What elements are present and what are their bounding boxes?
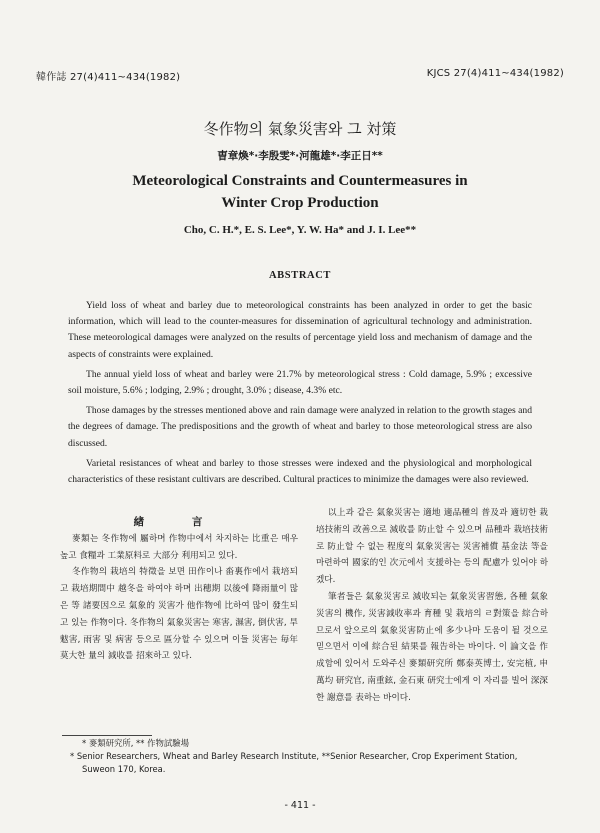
korean-title: 冬作物의 氣象災害와 그 対策 bbox=[203, 120, 397, 138]
footnote-korean: * 麥類研究所, ** 作物試驗場 bbox=[82, 738, 189, 748]
introduction-heading: 緖 言 bbox=[133, 516, 225, 528]
footnote-address: Suweon 170, Korea. bbox=[82, 764, 166, 774]
body-paragraph: 麥類는 冬作物에 屬하며 作物中에서 차지하는 比重은 매우 높고 食糧과 工業原料로 大部分 利用되고 있다. bbox=[60, 533, 298, 561]
left-column bbox=[60, 514, 298, 665]
abstract-paragraph: Yield loss of wheat and barley due to meteorological constraints has been analyzed in order to get the basic information, which will lead to the counter-measures for dissemination of agricultural technology and administration. These meteorological damages were analyzed on the results of percentage yield loss and mechanism of damage and the aspects of constraints were explained. bbox=[68, 300, 532, 360]
english-authors: Cho, C. H.*, E. S. Lee*, Y. W. Ha* and J. I. Lee** bbox=[183, 224, 417, 236]
body-paragraph: 以上과 같은 氣象災害는 適地 適品種의 普及과 適切한 栽培技術의 改善으로 減收를 防止할 수 있으며 品種과 栽培技術로 防止할 수 없는 程度의 氣象災害는 災害補償 基金法 等을 마련하여 國家的인 次元에서 支援하는 등의 配慮가 있어야 하겠다. bbox=[316, 508, 548, 586]
english-title-line2: Winter Crop Production bbox=[221, 195, 379, 211]
abstract-body bbox=[68, 298, 532, 492]
header-left: 韓作誌 27(4)411~434(1982) bbox=[36, 72, 181, 83]
right-column bbox=[316, 505, 548, 707]
abstract-heading: ABSTRACT bbox=[269, 270, 331, 281]
abstract-paragraph: Those damages by the stresses mentioned above and rain damage were analyzed in relation to the growth stages and the degrees of damage. The predispositions and the growth of wheat and barley to those meteorological stress are also discussed. bbox=[68, 405, 532, 449]
footnote-affiliation: * Senior Researchers, Wheat and Barley Research Institute, **Senior Researcher, Crop Experiment Station, bbox=[70, 751, 518, 761]
page-number: - 411 - bbox=[284, 800, 316, 811]
abstract-paragraph: Varietal resistances of wheat and barley to those stresses were indexed and the physiological and morphological characteristics of these resistant cultivars are described. Cultural practices to minimize the damages were also reviewed. bbox=[68, 457, 532, 486]
korean-authors: 曺章煥*·李殷雯*·河龍雄*·李正日** bbox=[217, 150, 383, 162]
running-header bbox=[36, 68, 564, 83]
english-title bbox=[0, 170, 600, 214]
header-right: KJCS 27(4)411~434(1982) bbox=[426, 68, 564, 79]
body-paragraph: 筆者들은 氣象災害로 減收되는 氣象災害習態, 各種 氣象災害의 機作, 災害減收率과 育種 및 栽培의 ㄹ對策을 綜合하므로서 앞으로의 氣象災害防止에 多少나마 도움이 될 것으로 믿으면서 이에 綜合된 結果를 報告하는 바이다. 이 論文을 作成함에 있어서 도와주신 麥類研究所 鄭泰英博士, 安完植, 申萬均 研究官, 南重鉉, 金石東 研究士에게 이 자리를 빌어 深深한 謝意를 表하는 바이다. bbox=[316, 591, 548, 703]
body-paragraph: 冬作物의 栽培의 特徵을 보면 田作이나 畓裏作에서 栽培되고 栽培期間中 越冬을 하여야 하며 出穗期 以後에 降雨量이 많은 等 諸要因으로 氣象的 災害가 他作物에 比하여 많이 發生되고 있는 作物이다. 冬作物의 氣象災害는 寒害, 濕害, 倒伏害, 旱魃害, 雨害 및 病害 등으로 區分할 수 있으며 이들 災害는 毎年 莫大한 量의 減收를 招來하고 있다. bbox=[60, 567, 298, 662]
english-title-line1: Meteorological Constraints and Countermeasures in bbox=[132, 173, 468, 189]
footnotes bbox=[70, 737, 560, 776]
footnote-divider bbox=[62, 735, 152, 736]
abstract-paragraph: The annual yield loss of wheat and barley were 21.7% by meteorological stress : Cold damage, 5.9% ; excessive soil moisture, 5.6% ; lodging, 2.9% ; drought, 3.0% ; disease, 4.3% etc. bbox=[68, 368, 532, 397]
